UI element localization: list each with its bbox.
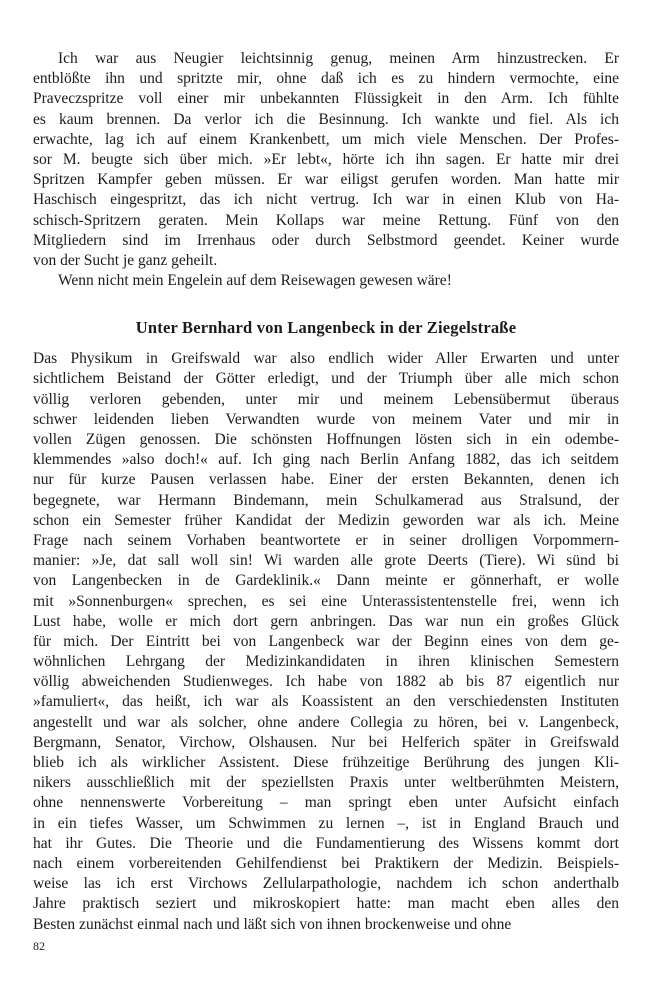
text-line: Lust habe, wolle er mich dort gern anbringen. Das war nun ein großes Glück bbox=[33, 612, 619, 630]
text-line: hat ihr Gutes. Die Theorie und die Fundamentierung des Wissens kommt dort bbox=[33, 834, 619, 852]
text-line: mit »Sonnenburgen« sprechen, es sei eine Unterassistentenstelle frei, wenn ich bbox=[33, 592, 619, 610]
text-line: blieb ich als wirklicher Assistent. Diese frühzeitige Berührung des jungen Kli- bbox=[33, 754, 619, 771]
text-line: Praveczspritze voll einer mir unbekannten Flüssigkeit in den Arm. Ich fühlte bbox=[33, 90, 619, 108]
text-line: Mitgliedern sind im Irrenhaus oder durch Selbstmord geendet. Keiner wurde bbox=[33, 231, 619, 249]
text-line: völlig abweichenden Studienweges. Ich habe von 1882 ab bis 87 eigentlich nur bbox=[33, 673, 619, 691]
text-line: »famuliert«, das heißt, ich war als Koassistent an den verschiedensten Instituten bbox=[33, 693, 619, 711]
text-line: entblößte ihn und spritzte mir, ohne daß ich es zu hindern vermochte, eine bbox=[33, 70, 619, 88]
text-line: Haschisch eingespritzt, das ich nicht vertrug. Ich war in einen Klub von Ha- bbox=[33, 191, 619, 209]
text-line: von der Sucht je ganz geheilt. bbox=[33, 251, 218, 269]
text-line: begegnete, war Hermann Bindemann, mein Schulkamerad aus Stralsund, der bbox=[33, 491, 619, 509]
section-heading: Unter Bernhard von Langenbeck in der Ziegelstraße bbox=[135, 318, 517, 338]
text-line: manier: »Je, dat sall woll sin! Wi warden alle grote Deerts (Tiere). Wi sünd bi bbox=[33, 552, 619, 570]
text-line: sor M. beugte sich über mich. »Er lebt«, hörte ich ihn sagen. Er hatte mir drei bbox=[33, 150, 619, 168]
text-line: Das Physikum in Greifswald war also endlich wider Aller Erwarten und unter bbox=[33, 350, 619, 368]
text-line: vollen Zügen genossen. Die schönsten Hoffnungen lösten sich in ein odembe- bbox=[33, 431, 619, 448]
text-line: Ich war aus Neugier leichtsinnig genug, meinen Arm hinzustrecken. Er bbox=[58, 50, 619, 67]
text-line: Besten zunächst einmal nach und läßt sich von ihnen brockenweise und ohne bbox=[33, 915, 512, 933]
text-line: es kaum brennen. Da verlor ich die Besinnung. Ich wankte und fiel. Als ich bbox=[33, 110, 619, 128]
text-line: Bergmann, Senator, Virchow, Olshausen. Nur bei Helferich später in Greifswald bbox=[33, 733, 619, 751]
paragraph-hashish-episode bbox=[33, 49, 619, 271]
text-line: schisch-Spritzern geraten. Mein Kollaps war meine Rettung. Fünf von den bbox=[33, 211, 619, 229]
text-line: schon ein Semester früher Kandidat der Medizin geworden war als ich. Meine bbox=[33, 511, 619, 529]
text-line: von Langenbecken in de Gardeklinik.« Dann meinte er gönnerhaft, er wolle bbox=[33, 572, 619, 590]
paragraph-langenbeck bbox=[33, 349, 619, 934]
text-line: schwer leidenden lieben Verwandten wurde von meinem Vater und mir in bbox=[33, 410, 619, 428]
text-line: Wenn nicht mein Engelein auf dem Reisewagen gewesen wäre! bbox=[58, 272, 452, 290]
text-line: ohne nennenswerte Vorbereitung – man springt eben unter Aufsicht einfach bbox=[33, 794, 619, 812]
text-line: Jahre praktisch seziert und mikroskopiert hatte: man macht eben alles den bbox=[33, 895, 619, 913]
text-line: nikers ausschließlich mit der speziellsten Praxis unter weltberühmten Meistern, bbox=[33, 774, 619, 792]
text-line: völlig verloren gebenden, unter mir und meinem Lebensübermut überaus bbox=[33, 390, 619, 408]
text-line: Spritzen Kampfer geben müssen. Er war eiligst gerufen worden. Man hatte mir bbox=[33, 171, 619, 189]
text-line: weise las ich erst Virchows Zellularpathologie, nachdem ich schon anderthalb bbox=[33, 875, 619, 893]
text-line: angestellt und war als solcher, ohne andere Collegia zu hören, bei v. Langenbeck, bbox=[33, 713, 619, 731]
text-line: in ein tiefes Wasser, um Schwimmen zu lernen –, ist in England Brauch und bbox=[33, 814, 619, 832]
text-line: Frage nach seinem Vorhaben beantwortete er in seiner drolligen Vorpommern- bbox=[33, 531, 619, 549]
text-line: für mich. Der Eintritt bei von Langenbeck war der Beginn eines von dem ge- bbox=[33, 632, 619, 650]
text-line: erwachte, lag ich auf einem Krankenbett, um mich viele Menschen. Der Profes- bbox=[33, 130, 619, 148]
paragraph-engelein bbox=[33, 271, 619, 291]
text-line: nur für kurze Pausen verlassen habe. Einer der ersten Bekannten, denen ich bbox=[33, 471, 619, 489]
text-line: wöhnlichen Lehrgang der Medizinkandidaten in ihren klinischen Semestern bbox=[33, 653, 619, 671]
page-number: 82 bbox=[33, 938, 45, 953]
text-line: klemmendes »also doch!« auf. Ich ging nach Berlin Anfang 1882, das ich seitdem bbox=[33, 451, 619, 469]
text-line: nach einem vorbereitenden Gehilfendienst bei Praktikern der Medizin. Beispiels- bbox=[33, 854, 619, 872]
text-line: sichtlichem Beistand der Götter erledigt, und der Triumph über alle mich schon bbox=[33, 370, 619, 388]
